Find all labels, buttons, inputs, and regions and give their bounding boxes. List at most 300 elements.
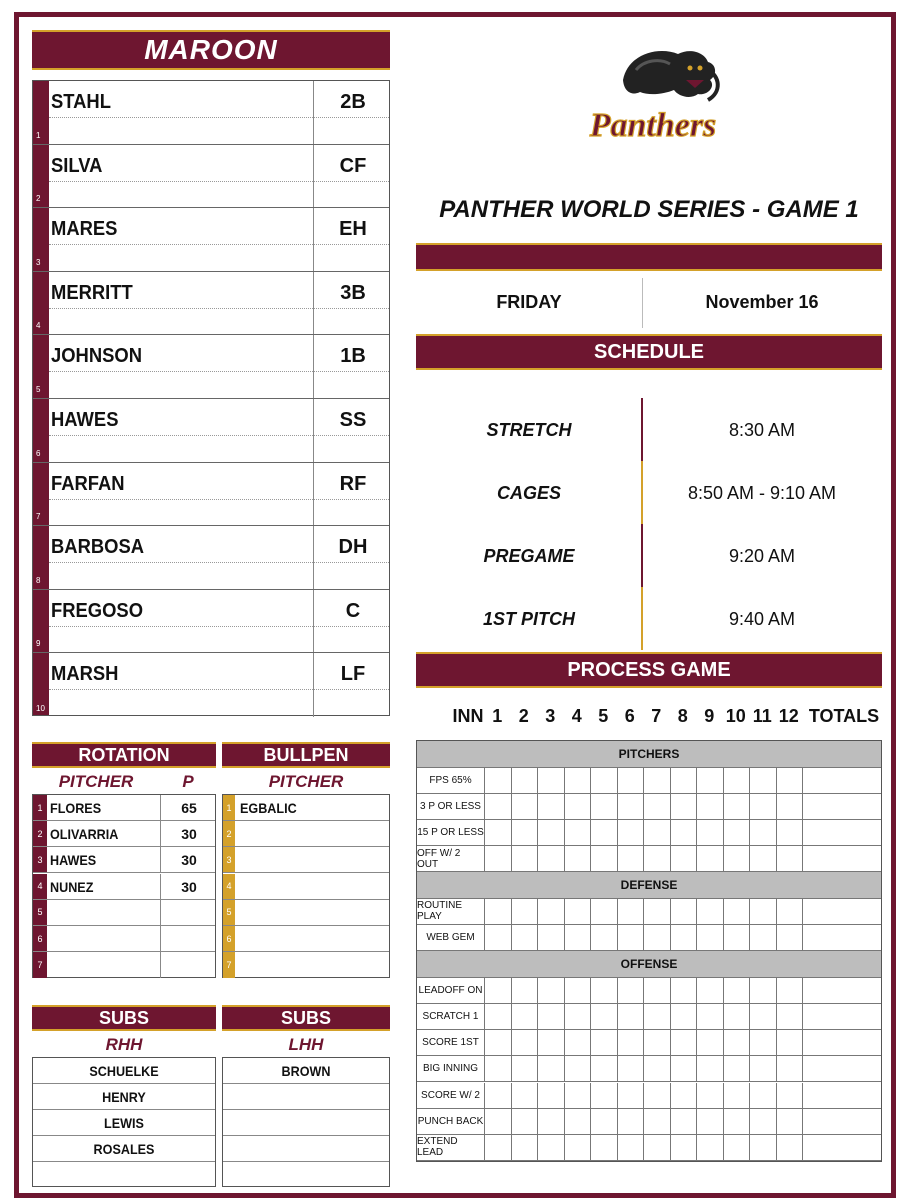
process-row [417, 820, 881, 846]
bullpen-table [222, 794, 390, 978]
rotation-row [33, 926, 215, 952]
inning-cell[interactable] [671, 899, 698, 924]
inning-cell[interactable] [565, 1135, 592, 1160]
inning-cell[interactable] [777, 1109, 804, 1134]
bullpen-row [223, 847, 389, 873]
inning-cell[interactable] [697, 978, 724, 1003]
inning-cell[interactable] [644, 899, 671, 924]
schedule-event-time: 8:30 AM [728, 420, 796, 440]
inning-cell[interactable] [591, 820, 618, 845]
process-section-header: PITCHERS [417, 741, 881, 768]
inning-cell[interactable] [777, 925, 804, 950]
lineup-dotted-line [49, 435, 389, 436]
pitcher-name: OLIVARRIA [50, 826, 119, 843]
inning-cell[interactable] [644, 1083, 671, 1108]
team-name: MAROON [32, 30, 390, 70]
inning-cell[interactable] [750, 1109, 777, 1134]
inning-cell[interactable] [512, 1056, 539, 1081]
schedule-event-time: 8:50 AM - 9:10 AM [687, 483, 837, 503]
lineup-column-divider [313, 335, 314, 398]
inning-cell[interactable] [485, 846, 512, 871]
inning-cell[interactable] [512, 925, 539, 950]
inning-cell[interactable] [724, 1030, 751, 1055]
bullpen-number: 1 [223, 795, 235, 820]
inning-cell[interactable] [591, 1056, 618, 1081]
inning-cell[interactable] [618, 925, 645, 950]
inning-cell[interactable] [591, 1004, 618, 1029]
inning-number: 6 [624, 706, 635, 726]
inning-cell[interactable] [697, 1030, 724, 1055]
lineup-column-divider [313, 272, 314, 335]
process-row-label: EXTEND LEAD [417, 1135, 485, 1160]
inning-cell[interactable] [724, 1109, 751, 1134]
inning-cell[interactable] [777, 899, 804, 924]
inning-cell[interactable] [750, 1135, 777, 1160]
inning-cell[interactable] [618, 820, 645, 845]
lineup-column-divider [313, 463, 314, 526]
lineup-dotted-line [49, 562, 389, 563]
process-row [417, 1135, 881, 1161]
sub-player-name: HENRY [102, 1089, 146, 1105]
inning-cell[interactable] [538, 1083, 565, 1108]
inning-cell[interactable] [671, 1135, 698, 1160]
process-row [417, 925, 881, 951]
inning-cell[interactable] [777, 1135, 804, 1160]
inning-cell[interactable] [512, 1109, 539, 1134]
inning-cell[interactable] [671, 794, 698, 819]
inning-cell[interactable] [724, 1004, 751, 1029]
inning-cell[interactable] [750, 794, 777, 819]
rotation-number: 7 [33, 952, 47, 978]
inning-cell[interactable] [750, 925, 777, 950]
inning-cell[interactable] [565, 768, 592, 793]
subs-lhh-header: SUBS [222, 1005, 390, 1031]
inning-cell[interactable] [512, 1004, 539, 1029]
player-name: MARSH [51, 663, 119, 686]
lineup-dotted-line [49, 181, 389, 182]
batting-order-number: 2 [36, 194, 41, 204]
bullpen-row [223, 900, 389, 926]
inning-number: 2 [518, 706, 529, 726]
pitch-count: 65 [181, 800, 197, 816]
inning-cell[interactable] [697, 1109, 724, 1134]
process-section-header: OFFENSE [417, 951, 881, 978]
inning-cell[interactable] [777, 846, 804, 871]
bullpen-number: 2 [223, 821, 235, 846]
inning-header-row [416, 702, 882, 730]
inning-cell[interactable] [565, 820, 592, 845]
schedule-event-label: STRETCH [486, 420, 572, 440]
inning-cell[interactable] [591, 899, 618, 924]
lineup-column-divider [313, 145, 314, 208]
player-name: JOHNSON [51, 345, 142, 368]
process-row-label: 3 P OR LESS [417, 794, 485, 819]
sub-row [223, 1058, 389, 1084]
schedule-list [416, 398, 882, 650]
sub-row [33, 1136, 215, 1162]
lineup-column-divider [313, 399, 314, 462]
inning-cell[interactable] [671, 1004, 698, 1029]
inning-cell[interactable] [644, 794, 671, 819]
inning-cell[interactable] [697, 794, 724, 819]
rotation-number: 2 [33, 821, 47, 846]
process-row-label: BIG INNING [417, 1056, 485, 1081]
inning-cell[interactable] [750, 768, 777, 793]
inning-cell[interactable] [538, 794, 565, 819]
inning-cell[interactable] [750, 846, 777, 871]
batting-order-number: 6 [36, 448, 41, 458]
process-row-label: FPS 65% [417, 768, 485, 793]
inning-cell[interactable] [512, 1030, 539, 1055]
player-position: DH [338, 536, 368, 559]
player-position: C [345, 599, 361, 622]
player-name: MARES [51, 218, 118, 241]
bullpen-row [223, 821, 389, 847]
player-name: HAWES [51, 409, 119, 431]
inning-cell[interactable] [777, 978, 804, 1003]
inning-cell[interactable] [618, 1030, 645, 1055]
lineup-row [33, 653, 389, 717]
inning-cell[interactable] [512, 794, 539, 819]
batting-order-number: 7 [36, 512, 41, 522]
batting-order-number: 3 [36, 257, 41, 267]
inning-cell[interactable] [697, 899, 724, 924]
bullpen-number: 3 [223, 847, 235, 872]
process-row [417, 768, 881, 794]
sub-row [33, 1084, 215, 1110]
inning-number: 1 [492, 706, 503, 726]
inning-cell[interactable] [724, 1083, 751, 1108]
inning-cell[interactable] [697, 1135, 724, 1160]
inning-cell[interactable] [724, 1135, 751, 1160]
inning-cell[interactable] [485, 1135, 512, 1160]
inning-cell[interactable] [591, 1030, 618, 1055]
inning-number: 4 [571, 706, 582, 726]
process-row-label: 15 P OR LESS [417, 820, 485, 845]
process-row [417, 1056, 881, 1082]
inning-cell[interactable] [777, 820, 804, 845]
pitch-count: 30 [181, 826, 197, 843]
inning-cell[interactable] [538, 925, 565, 950]
lineup-row [33, 590, 389, 654]
process-row [417, 1109, 881, 1135]
player-position: 3B [340, 281, 366, 304]
player-name: FARFAN [51, 472, 125, 495]
lineup-row [33, 463, 389, 527]
inning-cell[interactable] [618, 1109, 645, 1134]
inning-cell[interactable] [697, 1004, 724, 1029]
inning-cell[interactable] [485, 925, 512, 950]
inning-cell[interactable] [644, 1030, 671, 1055]
inning-cell[interactable] [724, 794, 751, 819]
schedule-header: SCHEDULE [416, 334, 882, 370]
inning-cell[interactable] [565, 978, 592, 1003]
process-row-label: OFF W/ 2 OUT [417, 846, 485, 871]
inning-cell[interactable] [565, 1056, 592, 1081]
bullpen-number: 7 [223, 952, 235, 978]
inning-cell[interactable] [485, 899, 512, 924]
inning-cell[interactable] [485, 820, 512, 845]
inning-cell[interactable] [724, 925, 751, 950]
inning-cell[interactable] [777, 1030, 804, 1055]
inning-cell[interactable] [538, 1135, 565, 1160]
inning-cell[interactable] [538, 1004, 565, 1029]
rotation-row [33, 952, 215, 978]
inning-cell[interactable] [618, 1135, 645, 1160]
sub-row [223, 1162, 389, 1188]
lineup-dotted-line [49, 244, 389, 245]
inning-cell[interactable] [512, 1083, 539, 1108]
inning-cell[interactable] [750, 978, 777, 1003]
rotation-table [32, 794, 216, 978]
pitcher-name: NUNEZ [50, 878, 94, 895]
inning-cell[interactable] [618, 978, 645, 1003]
rotation-row [33, 795, 215, 821]
rotation-number: 4 [33, 874, 47, 899]
inning-cell[interactable] [724, 846, 751, 871]
inning-cell[interactable] [671, 768, 698, 793]
lineup-row [33, 335, 389, 399]
process-row-label: LEADOFF ON [417, 978, 485, 1003]
inning-cell[interactable] [538, 899, 565, 924]
inning-cell[interactable] [671, 1056, 698, 1081]
inning-cell[interactable] [565, 925, 592, 950]
process-row-label: SCORE W/ 2 [417, 1083, 485, 1108]
inning-cell[interactable] [538, 1056, 565, 1081]
inning-cell[interactable] [565, 899, 592, 924]
process-row-label: PUNCH BACK [417, 1109, 485, 1134]
process-row [417, 978, 881, 1004]
inning-cell[interactable] [697, 925, 724, 950]
subs-rhh-table [32, 1057, 216, 1187]
schedule-item [416, 461, 882, 524]
inning-number: 8 [677, 706, 688, 726]
inning-cell[interactable] [538, 768, 565, 793]
lineup-column-divider [313, 81, 314, 144]
inning-cell[interactable] [538, 978, 565, 1003]
inning-cell[interactable] [591, 925, 618, 950]
inning-cell[interactable] [591, 846, 618, 871]
totals-label: TOTALS [808, 706, 880, 726]
bullpen-number: 5 [223, 900, 235, 925]
inning-cell[interactable] [618, 1004, 645, 1029]
pitcher-name: HAWES [50, 852, 97, 869]
inning-number: 3 [545, 706, 556, 726]
sub-player-name: SCHUELKE [89, 1063, 159, 1079]
bullpen-number: 6 [223, 926, 235, 951]
inning-cell[interactable] [777, 1083, 804, 1108]
inning-cell[interactable] [724, 820, 751, 845]
inning-cell[interactable] [538, 820, 565, 845]
inning-cell[interactable] [485, 1109, 512, 1134]
lineup-card [32, 80, 390, 716]
inning-cell[interactable] [512, 1135, 539, 1160]
batting-order-number: 1 [36, 130, 41, 140]
inning-cell[interactable] [512, 899, 539, 924]
lineup-row [33, 145, 389, 209]
inning-cell[interactable] [618, 1083, 645, 1108]
inning-cell[interactable] [485, 1083, 512, 1108]
date-header-bar [416, 243, 882, 271]
inning-cell[interactable] [750, 1083, 777, 1108]
pitch-count: 30 [181, 878, 197, 895]
inning-cell[interactable] [591, 1083, 618, 1108]
sub-row [33, 1058, 215, 1084]
rotation-row [33, 821, 215, 847]
rotation-pitcher-col: PITCHER [58, 772, 134, 791]
inning-cell[interactable] [512, 768, 539, 793]
lineup-row [33, 526, 389, 590]
rotation-pitch-count-col: P [182, 772, 194, 791]
inning-cell[interactable] [777, 1056, 804, 1081]
inning-cell[interactable] [644, 820, 671, 845]
inning-cell[interactable] [591, 978, 618, 1003]
inning-cell[interactable] [777, 1004, 804, 1029]
sub-row [223, 1110, 389, 1136]
sub-player-name: LEWIS [104, 1115, 144, 1131]
pitcher-name: EGBALIC [240, 800, 297, 816]
inning-cell[interactable] [671, 978, 698, 1003]
inning-cell[interactable] [750, 820, 777, 845]
inning-cell[interactable] [750, 1004, 777, 1029]
inning-cell[interactable] [485, 794, 512, 819]
bullpen-row [223, 795, 389, 821]
inning-cell[interactable] [565, 1004, 592, 1029]
inning-cell[interactable] [485, 1030, 512, 1055]
inning-cell[interactable] [618, 1056, 645, 1081]
inning-cell[interactable] [644, 1109, 671, 1134]
inning-cell[interactable] [724, 899, 751, 924]
inning-cell[interactable] [671, 820, 698, 845]
inning-cell[interactable] [485, 768, 512, 793]
inning-cell[interactable] [618, 846, 645, 871]
rotation-number: 6 [33, 926, 47, 951]
inning-cell[interactable] [512, 846, 539, 871]
subs-lhh-table [222, 1057, 390, 1187]
sub-row [223, 1136, 389, 1162]
inning-cell[interactable] [485, 978, 512, 1003]
inning-cell[interactable] [565, 794, 592, 819]
panthers-logo [578, 40, 728, 156]
inning-cell[interactable] [644, 978, 671, 1003]
lineup-dotted-line [49, 117, 389, 118]
player-name: SILVA [51, 154, 103, 177]
inning-cell[interactable] [538, 1109, 565, 1134]
inning-cell[interactable] [750, 1056, 777, 1081]
batting-order-number: 5 [36, 384, 41, 394]
inning-cell[interactable] [538, 846, 565, 871]
schedule-event-label: 1ST PITCH [482, 609, 575, 629]
inning-cell[interactable] [777, 794, 804, 819]
process-row-label: ROUTINE PLAY [417, 899, 485, 924]
inning-cell[interactable] [565, 1109, 592, 1134]
lineup-dotted-line [49, 371, 389, 372]
inning-cell[interactable] [724, 978, 751, 1003]
bullpen-row [223, 926, 389, 952]
player-position: SS [339, 409, 367, 431]
inning-number: 11 [752, 706, 772, 726]
process-row-label: SCORE 1ST [417, 1030, 485, 1055]
lineup-dotted-line [49, 308, 389, 309]
inning-cell[interactable] [697, 1083, 724, 1108]
inning-cell[interactable] [671, 925, 698, 950]
inning-cell[interactable] [644, 1135, 671, 1160]
inning-cell[interactable] [538, 1030, 565, 1055]
inning-cell[interactable] [671, 846, 698, 871]
inning-cell[interactable] [591, 1109, 618, 1134]
inning-cell[interactable] [644, 846, 671, 871]
game-date-row [416, 278, 882, 328]
inning-cell[interactable] [697, 820, 724, 845]
rotation-row [33, 847, 215, 873]
inning-cell[interactable] [724, 768, 751, 793]
inning-cell[interactable] [565, 846, 592, 871]
process-row-label: WEB GEM [417, 925, 485, 950]
subs-rhh-label: RHH [105, 1035, 143, 1054]
inning-cell[interactable] [697, 1056, 724, 1081]
inning-cell[interactable] [671, 1030, 698, 1055]
rotation-row [33, 900, 215, 926]
process-row [417, 794, 881, 820]
inning-cell[interactable] [618, 899, 645, 924]
batting-order-number: 8 [36, 575, 41, 585]
lineup-row [33, 399, 389, 463]
inning-cell[interactable] [591, 794, 618, 819]
inning-cell[interactable] [671, 1109, 698, 1134]
rotation-number: 1 [33, 795, 47, 820]
inning-cell[interactable] [565, 1030, 592, 1055]
process-row [417, 1030, 881, 1056]
batting-order-number: 10 [36, 703, 45, 713]
inning-cell[interactable] [591, 1135, 618, 1160]
player-position: CF [339, 154, 367, 177]
inning-cell[interactable] [671, 1083, 698, 1108]
inning-cell[interactable] [697, 846, 724, 871]
schedule-item [416, 398, 882, 461]
logo-wordmark: Panthers [589, 107, 717, 144]
player-position: RF [339, 472, 367, 495]
inning-cell[interactable] [512, 978, 539, 1003]
schedule-item [416, 524, 882, 587]
lineup-dotted-line [49, 499, 389, 500]
lineup-column-divider [313, 208, 314, 271]
inning-cell[interactable] [565, 1083, 592, 1108]
bullpen-pitcher-col: PITCHER [268, 772, 344, 791]
player-name: FREGOSO [51, 599, 144, 622]
player-name: BARBOSA [51, 536, 145, 559]
inning-cell[interactable] [512, 820, 539, 845]
inning-cell[interactable] [750, 899, 777, 924]
inning-cell[interactable] [777, 768, 804, 793]
inning-cell[interactable] [697, 768, 724, 793]
inning-cell[interactable] [750, 1030, 777, 1055]
sub-row [223, 1084, 389, 1110]
inning-cell[interactable] [724, 1056, 751, 1081]
inning-cell[interactable] [618, 768, 645, 793]
inning-cell[interactable] [485, 1056, 512, 1081]
inning-cell[interactable] [485, 1004, 512, 1029]
process-game-header: PROCESS GAME [416, 652, 882, 688]
lineup-dotted-line [49, 689, 389, 690]
inning-cell[interactable] [591, 768, 618, 793]
inning-cell[interactable] [644, 1004, 671, 1029]
inning-cell[interactable] [644, 925, 671, 950]
inning-cell[interactable] [618, 794, 645, 819]
inning-cell[interactable] [644, 1056, 671, 1081]
sub-player-name [42, 1162, 206, 1167]
rotation-number: 5 [33, 900, 47, 925]
inning-cell[interactable] [644, 768, 671, 793]
